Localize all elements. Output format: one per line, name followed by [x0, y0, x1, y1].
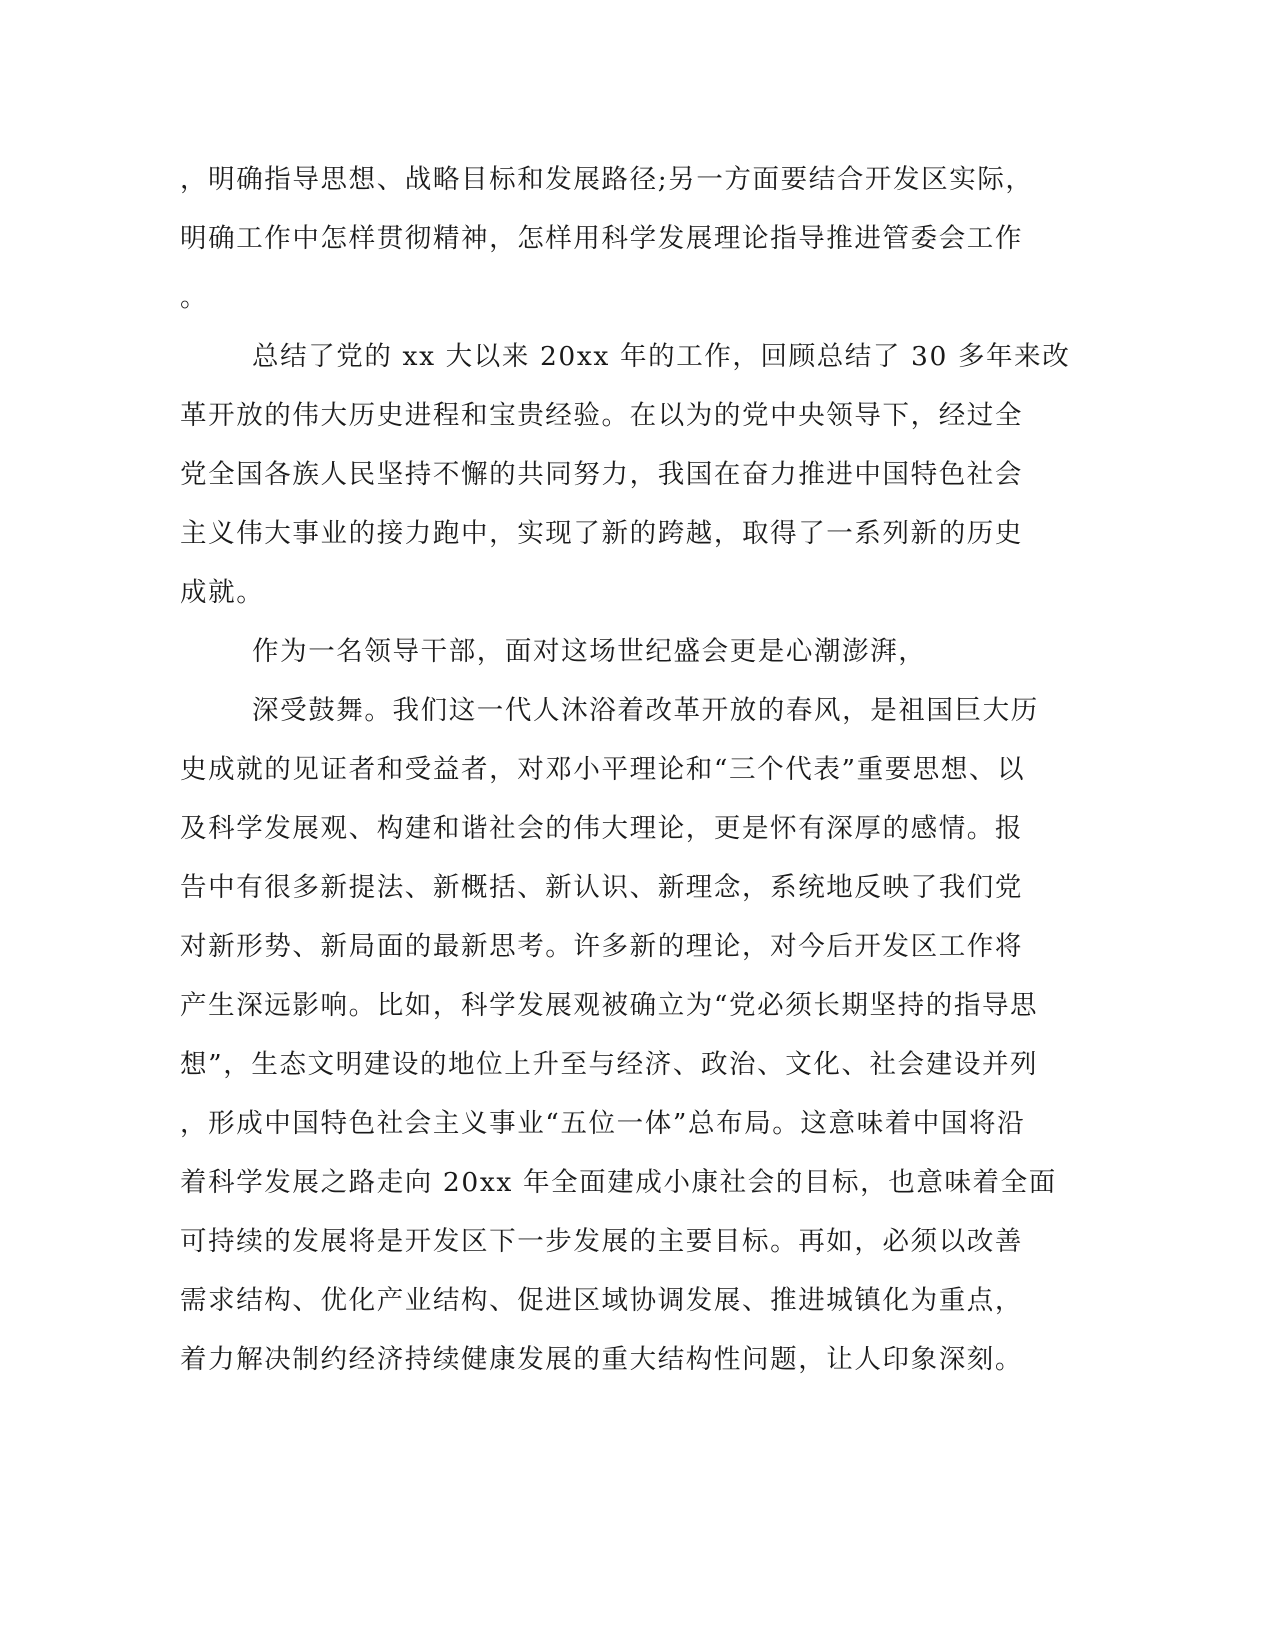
text-line: ，明确指导思想、战略目标和发展路径;另一方面要结合开发区实际， — [180, 164, 1034, 195]
text-line: 明确工作中怎样贯彻精神，怎样用科学发展理论指导推进管委会工作 — [180, 223, 1023, 254]
text-line: 想”，生态文明建设的地位上升至与经济、政治、文化、社会建设并列 — [180, 1049, 1039, 1080]
paragraph-first-line: 作为一名领导干部，面对这场世纪盛会更是心潮澎湃， — [252, 636, 927, 667]
text-line: 革开放的伟大历史进程和宝贵经验。在以为的党中央领导下，经过全 — [180, 400, 1023, 431]
text-line: 着力解决制约经济持续健康发展的重大结构性问题，让人印象深刻。 — [180, 1344, 1023, 1375]
text-line: 党全国各族人民坚持不懈的共同努力，我国在奋力推进中国特色社会 — [180, 459, 1023, 490]
text-line: 可持续的发展将是开发区下一步发展的主要目标。再如，必须以改善 — [180, 1226, 1023, 1257]
text-line: 主义伟大事业的接力跑中，实现了新的跨越，取得了一系列新的历史 — [180, 518, 1023, 549]
text-line: 需求结构、优化产业结构、促进区域协调发展、推进城镇化为重点， — [180, 1285, 1023, 1316]
text-line: 产生深远影响。比如，科学发展观被确立为“党必须长期坚持的指导思 — [180, 990, 1039, 1021]
text-line: 对新形势、新局面的最新思考。许多新的理论，对今后开发区工作将 — [180, 931, 1023, 962]
text-line: 史成就的见证者和受益者，对邓小平理论和“三个代表”重要思想、以 — [180, 754, 1026, 785]
text-line: 告中有很多新提法、新概括、新认识、新理念，系统地反映了我们党 — [180, 872, 1023, 903]
text-line: ，形成中国特色社会主义事业“五位一体”总布局。这意味着中国将沿 — [180, 1108, 1026, 1139]
paragraph-first-line: 深受鼓舞。我们这一代人沐浴着改革开放的春风，是祖国巨大历 — [252, 695, 1039, 726]
text-line: 成就。 — [180, 577, 265, 608]
paragraph-first-line: 总结了党的 xx 大以来 20xx 年的工作，回顾总结了 30 多年来改 — [252, 341, 1071, 372]
text-line: 。 — [180, 282, 209, 313]
text-line: 着科学发展之路走向 20xx 年全面建成小康社会的目标，也意味着全面 — [180, 1167, 1057, 1198]
text-line: 及科学发展观、构建和谐社会的伟大理论，更是怀有深厚的感情。报 — [180, 813, 1023, 844]
